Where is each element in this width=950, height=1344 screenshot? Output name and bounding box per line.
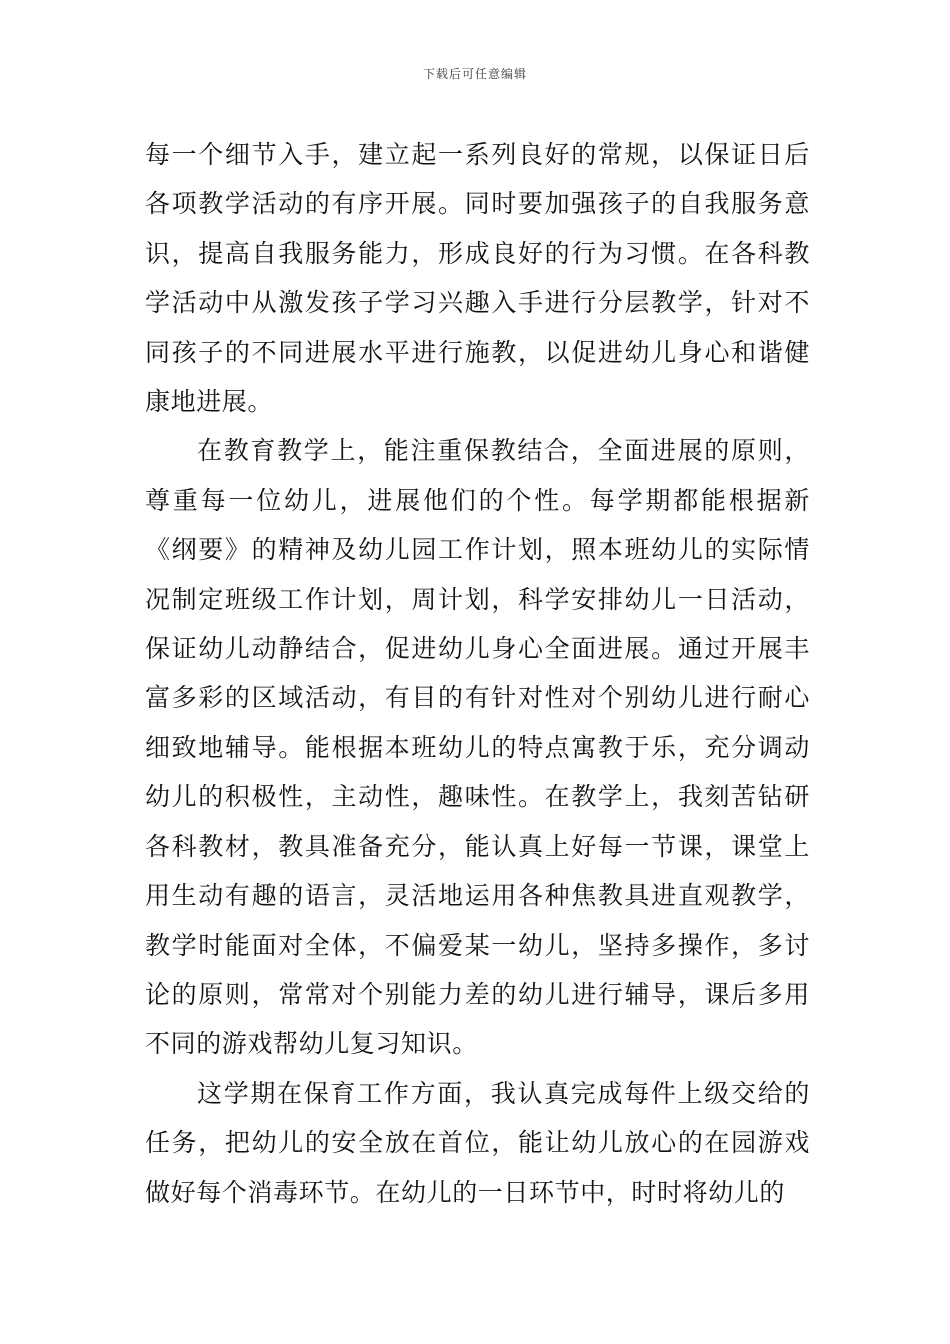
document-body xyxy=(145,130,810,1217)
paragraph-1: 每一个细节入手，建立起一系列良好的常规，以保证日后各项教学活动的有序开展。同时要加强孩子的自我服务意识，提高自我服务能力，形成良好的行为习惯。在各科教学活动中从激发孩子学习兴趣入手进行分层教学，针对不同孩子的不同进展水平进行施教，以促进幼儿身心和谐健康地进展。 xyxy=(145,140,810,417)
page-header: 下载后可任意编辑 xyxy=(422,67,527,81)
paragraph-3: 这学期在保育工作方面，我认真完成每件上级交给的任务，把幼儿的安全放在首位，能让幼儿放心的在园游戏做好每个消毒环节。在幼儿的一日环节中，时时将幼儿的 xyxy=(145,1078,810,1207)
paragraph-2: 在教育教学上，能注重保教结合，全面进展的原则，尊重每一位幼儿，进展他们的个性。每学期都能根据新《纲要》的精神及幼儿园工作计划，照本班幼儿的实际情况制定班级工作计划，周计划，科学安排幼儿一日活动，保证幼儿动静结合，促进幼儿身心全面进展。通过开展丰富多彩的区域活动，有目的有针对性对个别幼儿进行耐心细致地辅导。能根据本班幼儿的特点寓教于乐，充分调动幼儿的积极性，主动性，趣味性。在教学上，我刻苦钻研各科教材，教具准备充分，能认真上好每一节课，课堂上用生动有趣的语言，灵活地运用各种焦教具进直观教学，教学时能面对全体，不偏爱某一幼儿，坚持多操作，多讨论的原则，常常对个别能力差的幼儿进行辅导，课后多用不同的游戏帮幼儿复习知识。 xyxy=(145,436,810,1059)
